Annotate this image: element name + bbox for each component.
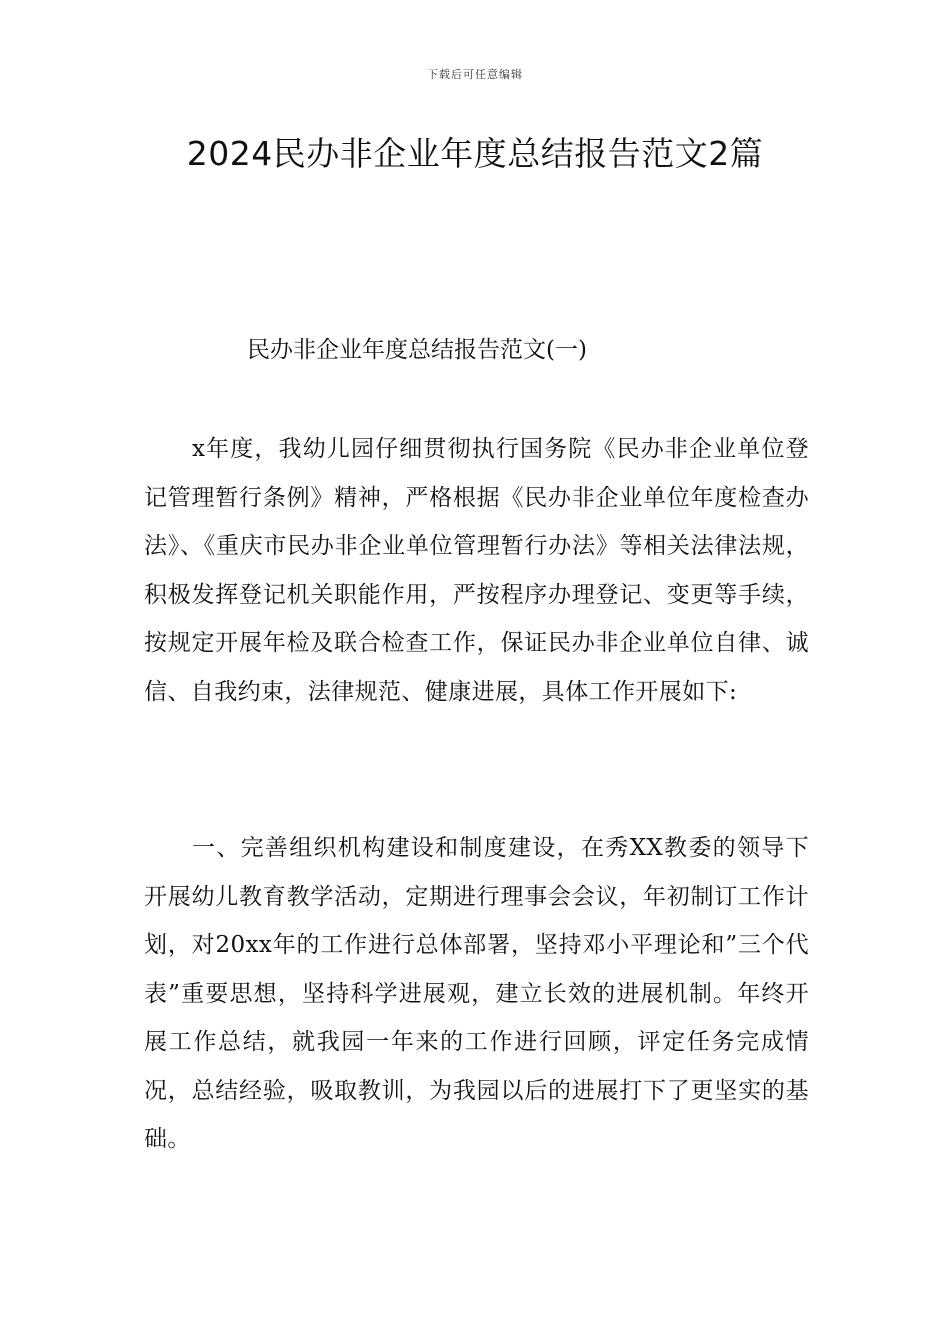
paragraph: 一、完善组织机构建设和制度建设，在秀XX教委的领导下开展幼儿教育教学活动，定期进行理事会会议，年初制订工作计划，对20xx年的工作进行总体部署，坚持邓小平理论和”三个代表”重要思想，坚持科学进展观，建立长效的进展机制。年终开展工作总结，就我园一年来的工作进行回顾，评定任务完成情况，总结经验，吸取教训，为我园以后的进展打下了更坚实的基础。 bbox=[144, 835, 809, 1152]
paragraph: x年度，我幼儿园仔细贯彻执行国务院《民办非企业单位登记管理暂行条例》精神，严格根据《民办非企业单位年度检查办法》、《重庆市民办非企业单位管理暂行办法》等相关法律法规，积极发挥登记机关职能作用，严按程序办理登记、变更等手续，按规定开展年检及联合检查工作，保证民办非企业单位自律、诚信、自我约束，法律规范、健康进展，具体工作开展如下: bbox=[144, 436, 809, 705]
section-heading: 民办非企业年度总结报告范文(一) bbox=[247, 337, 587, 363]
document-title: 2024民办非企业年度总结报告范文2篇 bbox=[186, 134, 764, 173]
header-note: 下载后可任意编辑 bbox=[427, 68, 523, 81]
